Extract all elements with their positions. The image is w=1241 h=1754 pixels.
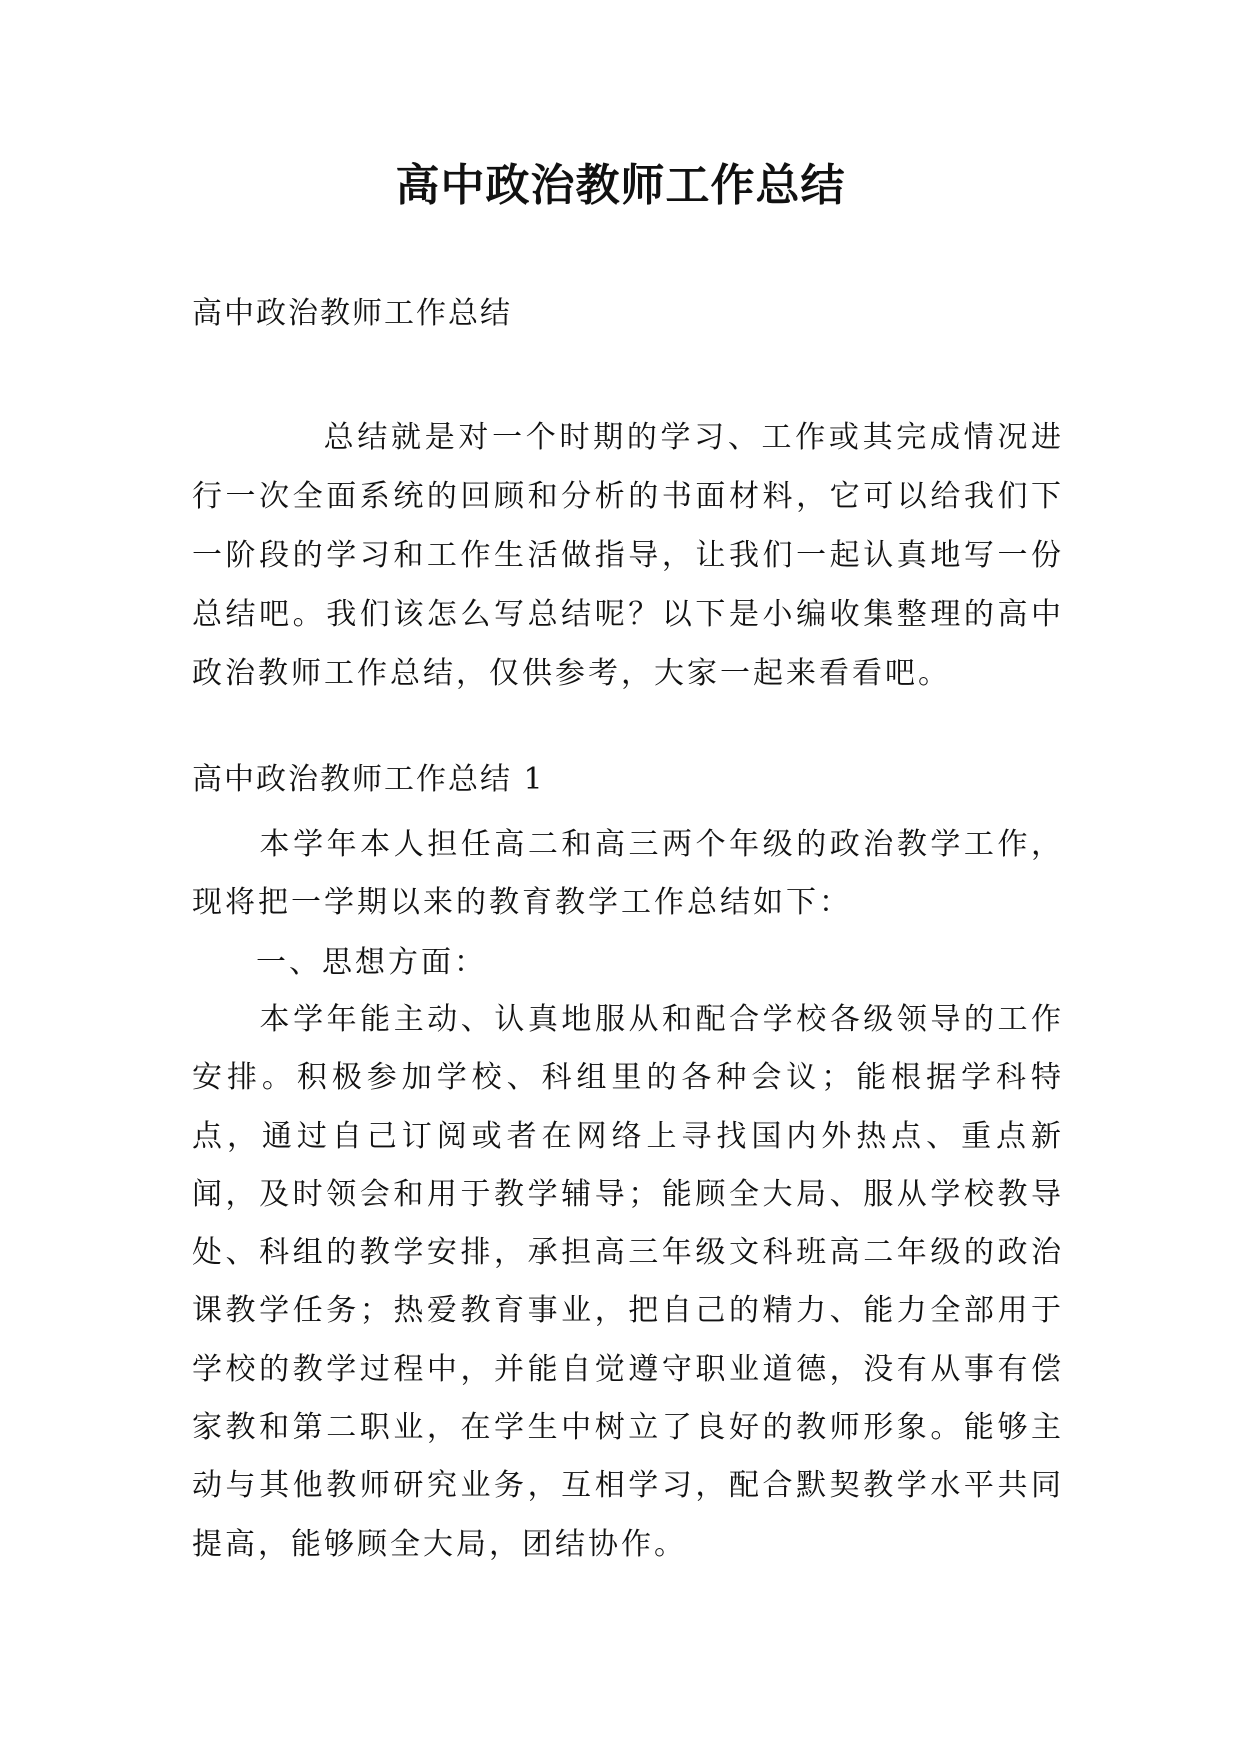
intro-text: 总结就是对一个时期的学习、工作或其完成情况进行一次全面系统的回顾和分析的书面材料，它可以给我们下一阶段的学习和工作生活做指导，让我们一起认真地写一份总结吧。我们该怎么写总结呢？以下是小编收集整理的高中政治教师工作总结，仅供参考，大家一起来看看吧。 [192, 420, 1064, 691]
paragraph-1 [192, 816, 1064, 932]
paragraph-3 [192, 991, 1064, 1574]
paragraph-3-text: 本学年能主动、认真地服从和配合学校各级领导的工作安排。积极参加学校、科组里的各种会议；能根据学科特点，通过自己订阅或者在网络上寻找国内外热点、重点新闻，及时领会和用于教学辅导；能顾全大局、服从学校教导处、科组的教学安排，承担高三年级文科班高二年级的政治课教学任务；热爱教育事业，把自己的精力、能力全部用于学校的教学过程中，并能自觉遵守职业道德，没有从事有偿家教和第二职业，在学生中树立了良好的教师形象。能够主动与其他教师研究业务，互相学习，配合默契教学水平共同提高，能够顾全大局，团结协作。 [192, 1002, 1064, 1562]
section-heading: 高中政治教师工作总结 1 [192, 762, 545, 797]
intro-paragraph [192, 408, 1064, 703]
document-title: 高中政治教师工作总结 [395, 160, 846, 211]
paragraph-1-text: 本学年本人担任高二和高三两个年级的政治教学工作，现将把一学期以来的教育教学工作总结如下： [192, 827, 1064, 920]
document-subtitle: 高中政治教师工作总结 [192, 296, 512, 331]
paragraph-2-heading: 一、思想方面： [256, 945, 487, 980]
